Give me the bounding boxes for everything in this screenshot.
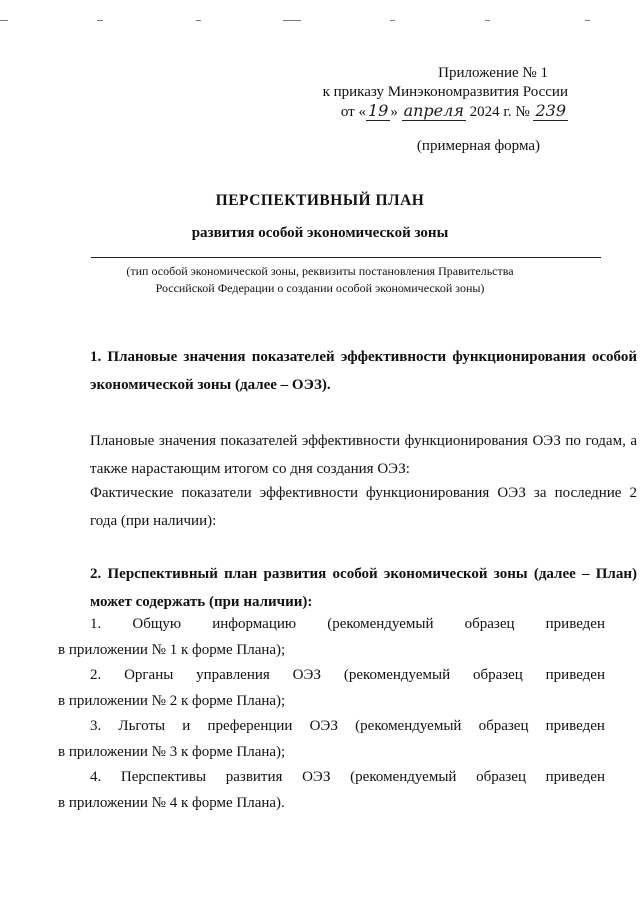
list-item-3-first-line xyxy=(58,713,605,739)
list-item-word: приведен xyxy=(545,718,605,734)
list-item-word: образец xyxy=(478,718,529,734)
list-item-word: приведен xyxy=(545,769,605,785)
list-item-4 xyxy=(58,764,605,816)
list-item-word: Перспективы xyxy=(120,769,207,785)
year-text: 2024 г. № xyxy=(469,104,530,120)
list-item-word: управления xyxy=(196,667,270,683)
list-item-word: и xyxy=(182,718,191,734)
list-item-word: ОЭЗ xyxy=(292,667,322,683)
date-prefix: от « xyxy=(340,104,366,120)
list-item-word: информацию xyxy=(212,616,297,632)
list-item-word: преференции xyxy=(207,718,293,734)
list-item-word: Льготы xyxy=(118,718,166,734)
handwritten-month: апреля xyxy=(403,101,464,120)
section-1-paragraph-2: Фактические показатели эффективности функционирования ОЭЗ за последние 2 года (при наличии): xyxy=(90,485,637,529)
section-1-heading: 1. Плановые значения показателей эффективности функционирования особой экономической зоны (далее – ОЭЗ). xyxy=(90,349,637,393)
form-note: (примерная форма) xyxy=(416,138,540,154)
list-item-word: ОЭЗ xyxy=(309,718,339,734)
list-item-1-first-line xyxy=(58,611,605,637)
caption-line-2: Российской Федерации о создании особой экономической зоны) xyxy=(155,281,485,295)
list-item-2-first-line xyxy=(58,662,605,688)
list-item-word: образец xyxy=(472,667,523,683)
section-1-paragraph-1: Плановые значения показателей эффективности функционирования ОЭЗ по годам, а также нарастающим итогом со дня создания ОЭЗ: xyxy=(90,433,637,477)
handwritten-day: 19 xyxy=(367,101,389,120)
list-item-word: (рекомендуемый xyxy=(355,718,462,734)
list-item-word: образец xyxy=(476,769,526,785)
list-item-word: приведен xyxy=(545,667,605,683)
fill-in-caption xyxy=(0,263,640,297)
list-item-word: развития xyxy=(225,769,283,785)
fill-in-line xyxy=(91,257,601,258)
list-item-number: 4. xyxy=(90,769,102,785)
document-title: ПЕРСПЕКТИВНЫЙ ПЛАН xyxy=(215,192,425,209)
section-2-heading: 2. Перспективный план развития особой экономической зоны (далее – План) может содержать (при наличии): xyxy=(90,566,637,610)
list-item-number: 2. xyxy=(90,667,102,683)
list-item-word: ОЭЗ xyxy=(302,769,331,785)
list-item-4-first-line xyxy=(58,764,605,790)
list-item-word: приведен xyxy=(545,616,605,632)
list-item-1-tail: в приложении № 1 к форме Плана); xyxy=(58,642,286,658)
list-item-1 xyxy=(58,611,605,663)
list-item-word: образец xyxy=(464,616,515,632)
list-item-word: (рекомендуемый xyxy=(327,616,434,632)
list-item-3-tail: в приложении № 3 к форме Плана); xyxy=(58,744,286,760)
list-item-number: 3. xyxy=(90,718,102,734)
list-item-2 xyxy=(58,662,605,714)
document-subtitle: развития особой экономической зоны xyxy=(191,225,449,241)
list-item-4-tail: в приложении № 4 к форме Плана). xyxy=(58,795,285,811)
list-item-3 xyxy=(58,713,605,765)
list-item-word: (рекомендуемый xyxy=(343,667,451,683)
date-mid: » xyxy=(390,104,398,120)
list-item-word: Органы xyxy=(124,667,174,683)
list-item-number: 1. xyxy=(90,616,102,632)
order-date-line xyxy=(341,101,568,122)
list-item-2-tail: в приложении № 2 к форме Плана); xyxy=(58,693,286,709)
scan-artifact-marks xyxy=(0,14,640,28)
list-item-word: (рекомендуемый xyxy=(350,769,457,785)
appendix-label: Приложение № 1 xyxy=(438,65,548,81)
caption-line-1: (тип особой экономической зоны, реквизиты постановления Правительства xyxy=(126,264,514,278)
list-item-word: Общую xyxy=(132,616,182,632)
order-reference: к приказу Минэкономразвития России xyxy=(322,84,568,100)
handwritten-number: 239 xyxy=(535,101,566,120)
